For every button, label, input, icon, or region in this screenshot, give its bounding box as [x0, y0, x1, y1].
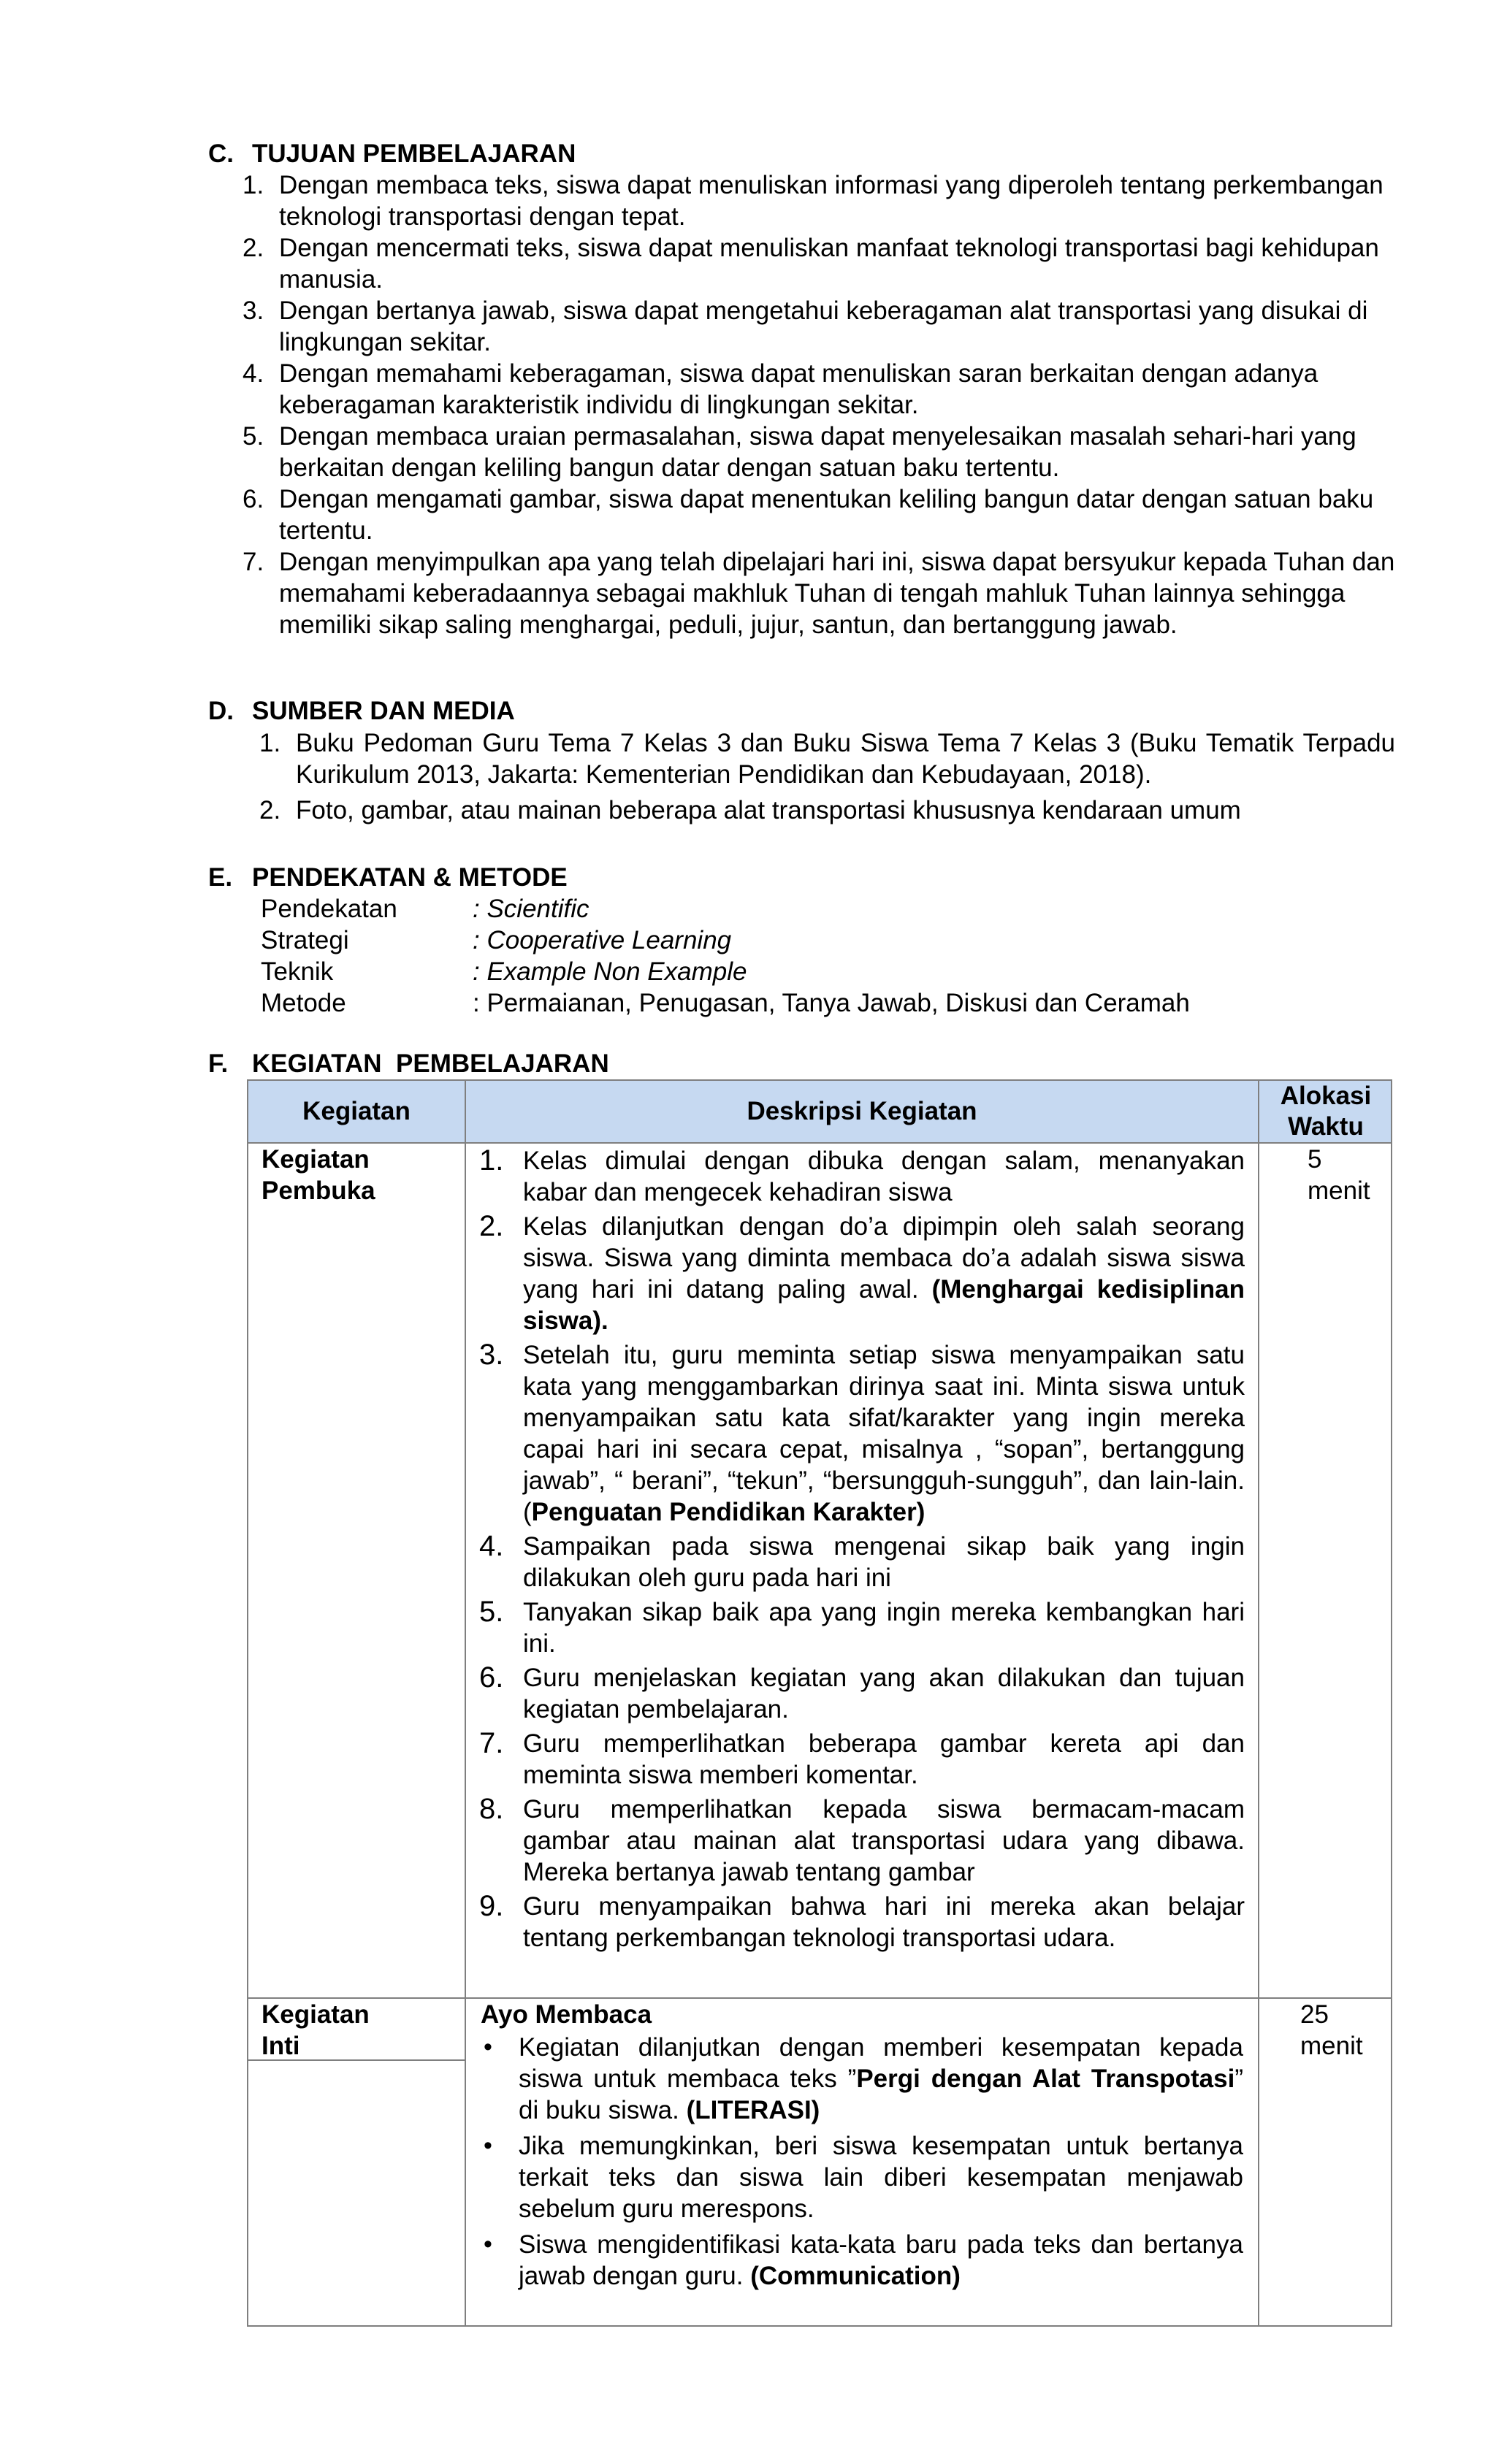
item-number: 1.	[243, 171, 264, 199]
item-text: Kegiatan dilanjutkan dengan memberi kesempatan kepada siswa untuk membaca teks ”	[519, 2033, 1243, 2093]
item-text: Dengan mencermati teks, siswa dapat menuliskan manfaat teknologi transportasi bagi kehidupan manusia.	[279, 234, 1379, 294]
row-value: : Permaianan, Penugasan, Tanya Jawab, Diskusi dan Ceramah	[473, 989, 1190, 1017]
item-text: Dengan membaca teks, siswa dapat menuliskan informasi yang diperoleh tentang perkembangan teknologi transportasi dengan tepat.	[279, 171, 1384, 231]
list-item	[484, 2130, 1243, 2224]
item-text: ” di buku siswa.	[519, 2065, 1243, 2124]
item-text: Guru memperlihatkan beberapa gambar kereta api dan meminta siswa memberi komentar.	[523, 1729, 1245, 1789]
list-item	[243, 232, 1397, 295]
item-emphasis: (Menghargai kedisiplinan siswa).	[523, 1275, 1245, 1335]
item-number: 1.	[479, 1144, 504, 1176]
list-item	[479, 1596, 1245, 1659]
sumber-list	[259, 727, 1395, 827]
list-item	[243, 169, 1397, 232]
item-number: 9.	[479, 1890, 504, 1922]
bullet-icon: •	[484, 2033, 492, 2061]
row-label: Pendekatan	[261, 895, 397, 923]
item-number: 7.	[479, 1727, 504, 1759]
list-item	[479, 1793, 1245, 1888]
item-text: Setelah itu, guru meminta setiap siswa menyampaikan satu kata yang menggambarkan dirinya saat ini. Minta siswa untuk menyampaikan satu kata sifat/karakter yang ingin mereka capai hari ini secara cepat, misalnya , “sopan”, bertanggung jawab”, “ berani”, “tekun”, “bersungguh-sungguh”, dan lain-lain. (	[523, 1341, 1245, 1526]
item-text: Guru memperlihatkan kepada siswa bermacam-macam gambar atau mainan alat transportasi udara yang dibawa. Mereka bertanya jawab tentang gambar	[523, 1795, 1245, 1886]
section-e-heading	[208, 862, 568, 893]
inti-bullets	[484, 2032, 1243, 2292]
ayo-membaca-heading: Ayo Membaca	[481, 2000, 652, 2029]
list-item	[243, 483, 1397, 546]
column-divider	[1258, 1081, 1259, 2325]
list-item	[243, 421, 1397, 483]
section-d-heading	[208, 695, 515, 727]
pembuka-description	[479, 1144, 1245, 1954]
header-deskripsi: Deskripsi Kegiatan	[747, 1097, 977, 1125]
section-title: PENDEKATAN & METODE	[252, 863, 568, 892]
pendekatan-metode-table	[261, 893, 1190, 1019]
pembuka-steps	[479, 1144, 1245, 1954]
item-text: Dengan bertanya jawab, siswa dapat mengetahui keberagaman alat transportasi yang disukai di lingkungan sekitar.	[279, 296, 1368, 356]
list-item	[479, 1144, 1245, 1208]
teknik-row	[261, 956, 1190, 987]
section-letter: E.	[208, 863, 233, 892]
section-f-heading	[208, 1048, 609, 1079]
item-text: Dengan memahami keberagaman, siswa dapat menuliskan saran berkaitan dengan adanya keberagaman karakteristik individu di lingkungan sekitar.	[279, 359, 1318, 419]
item-number: 6.	[479, 1661, 504, 1694]
item-number: 4.	[479, 1530, 504, 1562]
list-item	[479, 1339, 1245, 1528]
bullet-icon: •	[484, 2230, 492, 2258]
item-number: 6.	[243, 485, 264, 513]
item-text: Guru menyampaikan bahwa hari ini mereka akan belajar tentang perkembangan teknologi transportasi udara.	[523, 1892, 1245, 1952]
row-divider	[248, 1142, 1391, 1144]
section-title: TUJUAN PEMBELAJARAN	[252, 139, 576, 168]
header-kegiatan: Kegiatan	[302, 1097, 411, 1125]
item-text: Foto, gambar, atau mainan beberapa alat transportasi khususnya kendaraan umum	[296, 796, 1241, 824]
section-title: KEGIATAN PEMBELAJARAN	[252, 1049, 609, 1078]
item-number: 2.	[243, 234, 264, 262]
list-item	[259, 795, 1395, 826]
item-number: 3.	[479, 1339, 504, 1371]
row-value: : Example Non Example	[473, 957, 747, 986]
row-label: Teknik	[261, 957, 334, 986]
metode-row	[261, 987, 1190, 1019]
header-alokasi: Alokasi Waktu	[1280, 1082, 1372, 1141]
row-label: Strategi	[261, 926, 349, 954]
item-number: 1.	[259, 729, 281, 757]
item-text: Sampaikan pada siswa mengenai sikap baik yang ingin dilakukan oleh guru pada hari ini	[523, 1532, 1245, 1592]
item-number: 7.	[243, 548, 264, 576]
column-divider	[465, 1081, 466, 2325]
item-emphasis: (Communication)	[750, 2262, 961, 2290]
item-text: Siswa mengidentifikasi kata-kata baru pada teks dan bertanya jawab dengan guru.	[519, 2230, 1243, 2290]
item-emphasis: (LITERASI)	[686, 2096, 820, 2124]
kegiatan-inti-label: Kegiatan Inti	[262, 2000, 370, 2060]
pendekatan-row	[261, 893, 1190, 925]
item-text: Jika memungkinkan, beri siswa kesempatan untuk bertanya terkait teks dan siswa lain diberi kesempatan menjawab sebelum guru merespons.	[519, 2132, 1243, 2223]
section-letter: D.	[208, 697, 234, 725]
list-item	[259, 727, 1395, 790]
kegiatan-pembuka-label: Kegiatan Pembuka	[262, 1145, 375, 1205]
item-text: Dengan membaca uraian permasalahan, siswa dapat menyelesaikan masalah sehari-hari yang berkaitan dengan keliling bangun datar dengan satuan baku tertentu.	[279, 422, 1356, 482]
item-number: 2.	[479, 1210, 504, 1242]
item-text: Guru menjelaskan kegiatan yang akan dilakukan dan tujuan kegiatan pembelajaran.	[523, 1664, 1245, 1723]
section-letter: C.	[208, 139, 234, 168]
inti-time: 25 menit	[1300, 2000, 1363, 2060]
list-item	[484, 2032, 1243, 2126]
section-letter: F.	[208, 1049, 229, 1078]
strategi-row	[261, 925, 1190, 956]
item-number: 5.	[479, 1596, 504, 1628]
kegiatan-table	[247, 1079, 1392, 2327]
item-number: 5.	[243, 422, 264, 451]
item-text: Buku Pedoman Guru Tema 7 Kelas 3 dan Buku Siswa Tema 7 Kelas 3 (Buku Tematik Terpadu Kurikulum 2013, Jakarta: Kementerian Pendidikan dan Kebudayaan, 2018).	[296, 729, 1395, 789]
row-divider	[248, 1997, 1391, 1999]
item-number: 2.	[259, 796, 281, 824]
section-title: SUMBER DAN MEDIA	[252, 697, 515, 725]
item-text: Dengan mengamati gambar, siswa dapat menentukan keliling bangun datar dengan satuan baku tertentu.	[279, 485, 1374, 545]
list-item	[484, 2229, 1243, 2292]
list-item	[479, 1210, 1245, 1336]
row-value: : Cooperative Learning	[473, 926, 732, 954]
item-number: 3.	[243, 296, 264, 325]
list-item	[479, 1530, 1245, 1593]
list-item	[479, 1890, 1245, 1954]
row-label: Metode	[261, 989, 346, 1017]
section-c-heading	[208, 138, 576, 169]
pembuka-time: 5 menit	[1308, 1145, 1370, 1205]
item-text: Dengan menyimpulkan apa yang telah dipelajari hari ini, siswa dapat bersyukur kepada Tuhan dan memahami keberadaannya sebagai makhluk Tuhan di tengah mahluk Tuhan lainnya sehingga memiliki sikap saling menghargai, peduli, jujur, santun, dan bertanggung jawab.	[279, 548, 1395, 639]
inti-description	[484, 2032, 1243, 2296]
item-emphasis: Pergi dengan Alat Transpotasi	[856, 2065, 1235, 2093]
tujuan-list	[243, 169, 1397, 640]
item-text: Kelas dilanjutkan dengan do’a dipimpin oleh salah seorang siswa. Siswa yang diminta membaca do’a adalah siswa siswa yang hari ini datang paling awal.	[523, 1212, 1245, 1304]
list-item	[243, 358, 1397, 421]
list-item	[479, 1661, 1245, 1725]
item-text: Kelas dimulai dengan dibuka dengan salam, menanyakan kabar dan mengecek kehadiran siswa	[523, 1147, 1245, 1206]
item-number: 8.	[479, 1793, 504, 1825]
list-item	[479, 1727, 1245, 1791]
bullet-icon: •	[484, 2132, 492, 2159]
item-emphasis: Penguatan Pendidikan Karakter)	[531, 1498, 926, 1526]
item-text: Tanyakan sikap baik apa yang ingin mereka kembangkan hari ini.	[523, 1598, 1245, 1658]
list-item	[243, 546, 1397, 640]
row-value: : Scientific	[473, 895, 589, 923]
item-number: 4.	[243, 359, 264, 388]
list-item	[243, 295, 1397, 358]
